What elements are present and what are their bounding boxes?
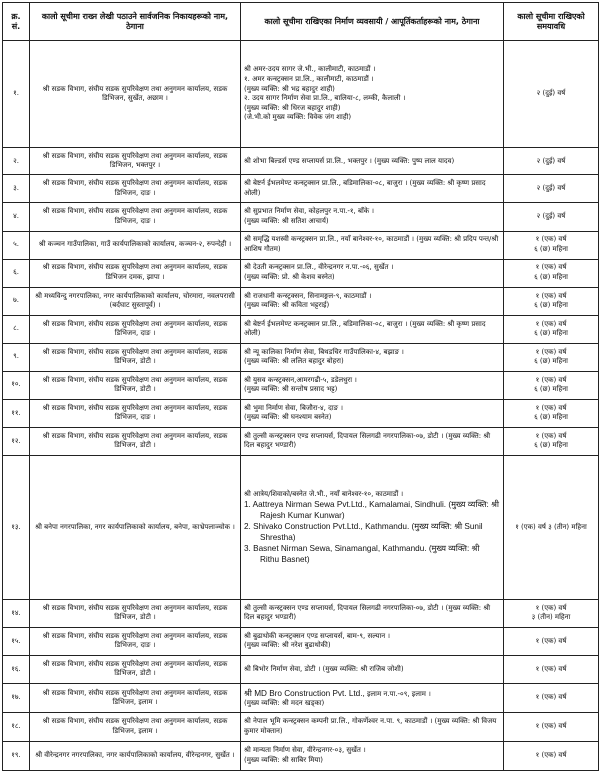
- firm-cell: [241, 713, 504, 741]
- firm-member-name: Shivako Construction Pvt.Ltd., Kathmandu.: [253, 522, 410, 532]
- firm-line: श्री भुमा निर्माण सेवा, बिजौरा-४, दाङ ।: [244, 403, 343, 412]
- public-entity-cell: श्री सडक विभाग, संघीय सडक सुपरिवेक्षण तथा अनुगमन कार्यालय, सडक डिभिजन, दाङ ।: [30, 315, 241, 343]
- public-entity-cell: श्री सडक विभाग, संघीय सडक सुपरिवेक्षण तथा अनुगमन कार्यालय, सडक डिभिजन दमक, झापा ।: [30, 259, 241, 287]
- serial-number-cell: ८.: [3, 315, 30, 343]
- period-cell: [504, 427, 599, 455]
- firm-cell: [241, 287, 504, 315]
- firm-latin-name: श्री MD Bro Construction Pvt. Ltd.,: [244, 688, 365, 698]
- public-entity-cell: श्री सडक विभाग, संघीय सडक सुपरिवेक्षण तथा अनुगमन कार्यालय, सडक डिभिजन, दाङ ।: [30, 203, 241, 231]
- serial-number-cell: १२.: [3, 427, 30, 455]
- public-entity-cell: श्री सडक विभाग, संघीय सडक सुपरिवेक्षण तथा अनुगमन कार्यालय, सडक डिभिजन, डोटी ।: [30, 343, 241, 371]
- firm-cell: [241, 315, 504, 343]
- firm-cell: [241, 371, 504, 399]
- serial-number-cell: ९.: [3, 343, 30, 371]
- firm-cell: [241, 41, 504, 148]
- period-cell: [504, 399, 599, 427]
- period-line: ६ (छ) महिना: [534, 245, 568, 254]
- table-header-row: [3, 3, 599, 41]
- period-line: २ (दुई) वर्ष: [536, 184, 566, 193]
- table-row: [3, 148, 599, 175]
- firm-line: श्री मान्यता निर्माण सेवा, वीरेन्द्रनगर-०३, सुर्खेत ।: [244, 746, 366, 755]
- public-entity-cell: श्री सडक विभाग, संघीय सडक सुपरिवेक्षण तथा अनुगमन कार्यालय, सडक डिभिजन, डोटी ।: [30, 655, 241, 683]
- firm-line: (मुख्य व्यक्ति: श्री मदन खड्का): [244, 699, 325, 708]
- firm-member-number: 2.: [244, 522, 251, 532]
- blacklist-document: [2, 2, 598, 771]
- firm-cell: [241, 599, 504, 627]
- firm-line: २. उदय सागर निर्माण सेवा प्रा.लि., बालिया-८, लम्की, कैलाली ।: [244, 94, 406, 103]
- firm-address: इलाम न.पा.-०९, इलाम ।: [367, 689, 431, 698]
- table-row: [3, 655, 599, 683]
- period-cell: [504, 741, 599, 770]
- firm-line: (मुख्य व्यक्ति: श्री सतिश आचार्य): [244, 216, 329, 225]
- firm-member: [244, 543, 500, 565]
- table-row: [3, 315, 599, 343]
- period-cell: [504, 259, 599, 287]
- header-period: कालो सूचीमा राखिएको समयावधि: [504, 3, 599, 41]
- period-line: १ (एक) वर्ष: [535, 291, 567, 300]
- period-cell: [504, 455, 599, 599]
- period-line: २ (दुई) वर्ष: [536, 212, 566, 221]
- firm-line: श्री सुप्रभात निर्माण सेवा, कोहलपुर न.पा.-१, बाँके ।: [244, 207, 375, 216]
- firm-cell: [241, 259, 504, 287]
- firm-line: श्री बेष्टर्न ईभलमेण्ट कन्स्ट्रक्सन प्रा.लि., बडिमालिका-०८, बाजुरा । (मुख्य व्यक्ति: श्री कृष्ण प्रसाद ओली): [244, 179, 486, 197]
- firm-line: (जे.भी.को मुख्य व्यक्ति: विवेक जंग शाही): [244, 113, 352, 122]
- table-row: [3, 455, 599, 599]
- serial-number-cell: १०.: [3, 371, 30, 399]
- table-row: [3, 41, 599, 148]
- period-line: १ (एक) वर्ष: [535, 664, 567, 673]
- table-row: [3, 427, 599, 455]
- table-row: [3, 599, 599, 627]
- period-line: १ (एक) वर्ष: [535, 319, 567, 328]
- table-row: [3, 399, 599, 427]
- firm-line: (मुख्य व्यक्ति: श्री धिरज बहादुर शाही): [244, 103, 341, 112]
- firm-cell: [241, 627, 504, 655]
- public-entity-cell: श्री सडक विभाग, संघीय सडक सुपरिवेक्षण तथा अनुगमन कार्यालय, सडक डिभिजन, सुर्खेत, अछाम ।: [30, 41, 241, 148]
- period-cell: [504, 231, 599, 259]
- period-line: १ (एक) वर्ष: [535, 403, 567, 412]
- blacklist-table: [2, 2, 599, 771]
- public-entity-cell: श्री सडक विभाग, संघीय सडक सुपरिवेक्षण तथा अनुगमन कार्यालय, सडक डिभिजन, इलाम ।: [30, 713, 241, 741]
- firm-line: श्री न्यू कालिका निर्माण सेवा, बिथडचिर गाउँपालिका-४, बझाङ ।: [244, 347, 404, 356]
- firm-cell: [241, 683, 504, 713]
- period-line: १ (एक) वर्ष: [535, 235, 567, 244]
- firm-line: (मुख्य व्यक्ति: श्री कविता भट्टराई): [244, 301, 330, 310]
- public-entity-cell: श्री सडक विभाग, संघीय सडक सुपरिवेक्षण तथा अनुगमन कार्यालय, सडक डिभिजन, डोटी ।: [30, 371, 241, 399]
- public-entity-cell: श्री मध्यविन्दु नगरपालिका, नगर कार्यपालिकाको कार्यालय, चोरमारा, नवलपरासी (बर्दघाट सुस्तापूर्व) ।: [30, 287, 241, 315]
- period-cell: [504, 41, 599, 148]
- period-line: १ (एक) वर्ष: [535, 263, 567, 272]
- firm-line: (मुख्य व्यक्ति: श्री साबिर मिया): [244, 755, 323, 764]
- table-row: [3, 175, 599, 203]
- firm-line: श्री बिभोर निर्माण सेवा, डोटी । (मुख्य व्यक्ति: श्री राजिब जोशी): [244, 664, 404, 673]
- firm-line: श्री तुल्सी कन्स्ट्रक्सन एण्ड सप्लायर्स, दिपायल सिलगढी नगरपालिका-०७, डोटी । (मुख्य व्यक्ति: श्री दिल बहादुर भण्डारी): [244, 603, 491, 622]
- period-cell: [504, 175, 599, 203]
- period-cell: [504, 371, 599, 399]
- period-line: ६ (छ) महिना: [534, 413, 568, 422]
- serial-number-cell: २.: [3, 148, 30, 175]
- period-line: ६ (छ) महिना: [534, 441, 568, 450]
- firm-member: [244, 499, 500, 521]
- period-cell: [504, 713, 599, 741]
- period-line: ६ (छ) महिना: [534, 301, 568, 310]
- firm-line: श्री राजधानी कन्स्ट्रक्सन, सिनामङ्गल-९, काठमाडौं ।: [244, 291, 372, 300]
- firm-line: (मुख्य व्यक्ति: प्रो. श्री केशव बस्नेत): [244, 273, 335, 282]
- public-entity-cell: श्री सडक विभाग, संघीय सडक सुपरिवेक्षण तथा अनुगमन कार्यालय, सडक डिभिजन, डोटी ।: [30, 427, 241, 455]
- period-line: ६ (छ) महिना: [534, 273, 568, 282]
- period-line: १ (एक) वर्ष: [535, 750, 567, 759]
- serial-number-cell: १५.: [3, 627, 30, 655]
- firm-line: श्री शोभा बिल्डर्स एण्ड सप्लायर्स प्रा.लि., भक्तपुर । (मुख्य व्यक्ति: पुष्प लाल यादव): [244, 156, 455, 165]
- period-cell: [504, 655, 599, 683]
- table-row: [3, 627, 599, 655]
- public-entity-cell: श्री सडक विभाग, संघीय सडक सुपरिवेक्षण तथा अनुगमन कार्यालय, सडक डिभिजन, दाङ ।: [30, 399, 241, 427]
- firm-intro: श्री आत्रेय/शिवाको/बस्नेत जे.भी., नयाँ बानेश्वर-१०, काठमाडौं ।: [244, 489, 404, 498]
- period-cell: [504, 203, 599, 231]
- period-line: १ (एक) वर्ष: [535, 636, 567, 645]
- period-line: २ (दुई) वर्ष: [536, 89, 566, 98]
- firm-member-name: Basnet Nirman Sewa, Sinamangal, Kathmandu.: [253, 544, 427, 554]
- period-line: १ (एक) वर्ष: [535, 375, 567, 384]
- firm-cell: [241, 175, 504, 203]
- firm-cell: [241, 148, 504, 175]
- serial-number-cell: १३.: [3, 455, 30, 599]
- firm-line: (मुख्य व्यक्ति: श्री घनश्याम बस्नेत): [244, 413, 332, 422]
- period-cell: [504, 287, 599, 315]
- period-line: १ (एक) वर्ष: [535, 603, 567, 612]
- public-entity-cell: श्री सडक विभाग, संघीय सडक सुपरिवेक्षण तथा अनुगमन कार्यालय, सडक डिभिजन, दाङ ।: [30, 627, 241, 655]
- serial-number-cell: १६.: [3, 655, 30, 683]
- public-entity-cell: श्री कञ्चन गाउँपालिका, गाउँ कार्यपालिकाको कार्यालय, कञ्चन-२, रुपन्देही ।: [30, 231, 241, 259]
- period-line: ६ (छ) महिना: [534, 329, 568, 338]
- period-line: १ (एक) वर्ष: [535, 693, 567, 702]
- firm-line: श्री बेष्टर्न ईभलमेण्ट कन्स्ट्रक्सन प्रा.लि., बडिमालिका-०८, बाजुरा । (मुख्य व्यक्ति: श्री कृष्ण प्रसाद ओली): [244, 319, 486, 338]
- header-firm: कालो सूचीमा राखिएका निर्माण व्यवसायी / आपूर्तिकर्ताहरूको नाम, ठेगाना: [241, 3, 504, 41]
- firm-line: श्री अमर-उदय सागर जे.भी., कालीमाटी, काठमाडौं ।: [244, 65, 376, 74]
- period-cell: [504, 599, 599, 627]
- period-cell: [504, 683, 599, 713]
- table-row: [3, 203, 599, 231]
- period-line: १ (एक) वर्ष: [535, 722, 567, 731]
- table-row: [3, 287, 599, 315]
- period-line: २ (दुई) वर्ष: [536, 156, 566, 165]
- period-cell: [504, 343, 599, 371]
- firm-line-mixed: [244, 688, 500, 700]
- table-row: [3, 259, 599, 287]
- period-cell: [504, 315, 599, 343]
- public-entity-cell: श्री बनेपा नगरपालिका, नगर कार्यपालिकाको कार्यालय, बनेपा, काभ्रेपलाञ्चोक ।: [30, 455, 241, 599]
- serial-number-cell: १.: [3, 41, 30, 148]
- public-entity-cell: श्री वीरेन्द्रनगर नगरपालिका, नगर कार्यपालिकाको कार्यालय, वीरेन्द्रनगर, सुर्खेत ।: [30, 741, 241, 770]
- table-row: [3, 683, 599, 713]
- firm-line: (मुख्य व्यक्ति: श्री भद्र बहादुर शाही): [244, 84, 335, 93]
- firm-line: श्री नेपाल भूमि कन्स्ट्रक्सन कम्पनी प्रा.लि., गोकर्णेश्वर न.पा. ९, काठमाडौं । (मुख्य व्यक्ति: श्री विजय कुमार मोक्तान): [244, 717, 497, 735]
- period-line: १ (एक) वर्ष: [535, 347, 567, 356]
- firm-member: [244, 521, 500, 543]
- serial-number-cell: ६.: [3, 259, 30, 287]
- table-row: [3, 713, 599, 741]
- firm-cell: [241, 343, 504, 371]
- firm-cell: [241, 741, 504, 770]
- period-cell: [504, 627, 599, 655]
- serial-number-cell: १८.: [3, 713, 30, 741]
- table-row: [3, 741, 599, 770]
- firm-member-person: (मुख्य व्यक्ति: श्री Sunil Shrestha): [260, 522, 483, 543]
- firm-cell: [241, 655, 504, 683]
- firm-line: श्री बुढाथोकी कन्स्ट्रक्सन एण्ड सप्लायर्स, बाम-९, सल्यान ।: [244, 631, 391, 640]
- firm-member-number: 3.: [244, 544, 251, 554]
- firm-member-person: (मुख्य व्यक्ति: श्री Rithu Basnet): [260, 544, 480, 565]
- firm-member-person: (मुख्य व्यक्ति: श्री Rajesh Kumar Kunwar): [260, 500, 499, 521]
- firm-cell: [241, 427, 504, 455]
- firm-line: (मुख्य व्यक्ति: श्री सन्तोष प्रसाद भट्ट): [244, 385, 338, 394]
- public-entity-cell: श्री सडक विभाग, संघीय सडक सुपरिवेक्षण तथा अनुगमन कार्यालय, सडक डिभिजन, डोटी ।: [30, 599, 241, 627]
- serial-number-cell: १९.: [3, 741, 30, 770]
- firm-cell: [241, 231, 504, 259]
- table-row: [3, 371, 599, 399]
- firm-line: श्री युसव कन्स्ट्रक्सन,आमरगढी-५, डडेलधुरा ।: [244, 375, 357, 384]
- serial-number-cell: ५.: [3, 231, 30, 259]
- table-row: [3, 231, 599, 259]
- public-entity-cell: श्री सडक विभाग, संघीय सडक सुपरिवेक्षण तथा अनुगमन कार्यालय, सडक डिभिजन, दाङ ।: [30, 175, 241, 203]
- serial-number-cell: ७.: [3, 287, 30, 315]
- table-body: [3, 41, 599, 771]
- firm-cell: [241, 399, 504, 427]
- firm-line: श्री तुल्सी कन्स्ट्रक्सन एण्ड सप्लायर्स, दिपायल सिलगढी नगरपालिका-०७, डोटी । (मुख्य व्यक्ति: श्री दिल बहादुर भण्डारी): [244, 431, 491, 450]
- firm-line: १. अमर कन्स्ट्रक्सन प्रा.लि., कालीमाटी, काठमाडौं ।: [244, 74, 374, 83]
- serial-number-cell: १७.: [3, 683, 30, 713]
- firm-member-name: Aattreya Nirman Sewa Pvt.Ltd., Kamalamai, Sindhuli.: [252, 500, 447, 510]
- header-public-entity: कालो सूचीमा राख्न लेखी पठाउने सार्वजनिक निकायहरूको नाम, ठेगाना: [30, 3, 241, 41]
- period-line: ३ (तीन) महिना: [531, 613, 571, 622]
- firm-line: (मुख्य व्यक्ति: श्री नरेश बुढाथोकी): [244, 641, 331, 650]
- period-line: १ (एक) वर्ष: [535, 431, 567, 440]
- period-cell: [504, 148, 599, 175]
- serial-number-cell: ४.: [3, 203, 30, 231]
- serial-number-cell: ३.: [3, 175, 30, 203]
- firm-line: श्री समृद्धि यशस्वी कन्स्ट्रक्सन प्रा.लि., नयाँ बानेश्वर-१०, काठमाडौं । (मुख्य व्यक्ति: श्री प्रदिप पन्त/श्री आशिष गौतम): [244, 235, 499, 254]
- firm-cell: [241, 203, 504, 231]
- public-entity-cell: श्री सडक विभाग, संघीय सडक सुपरिवेक्षण तथा अनुगमन कार्यालय, सडक डिभिजन, इलाम ।: [30, 683, 241, 713]
- firm-line: (मुख्य व्यक्ति: श्री ललित बहादुर बोहरा): [244, 357, 344, 366]
- serial-number-cell: ११.: [3, 399, 30, 427]
- table-row: [3, 343, 599, 371]
- period-line: ६ (छ) महिना: [534, 385, 568, 394]
- firm-member-number: 1.: [244, 500, 251, 510]
- public-entity-cell: श्री सडक विभाग, संघीय सडक सुपरिवेक्षण तथा अनुगमन कार्यालय, सडक डिभिजन, भक्तपुर ।: [30, 148, 241, 175]
- header-serial-number: क्र. सं.: [3, 3, 30, 41]
- serial-number-cell: १४.: [3, 599, 30, 627]
- firm-cell: [241, 455, 504, 599]
- period-line: १ (एक) वर्ष ३ (तीन) महिना: [515, 522, 587, 531]
- period-line: ६ (छ) महिना: [534, 357, 568, 366]
- firm-line: श्री देउती कन्स्ट्रक्सन प्रा.लि., वीरेन्द्रनगर न.पा.-०६, सुर्खेत ।: [244, 263, 394, 272]
